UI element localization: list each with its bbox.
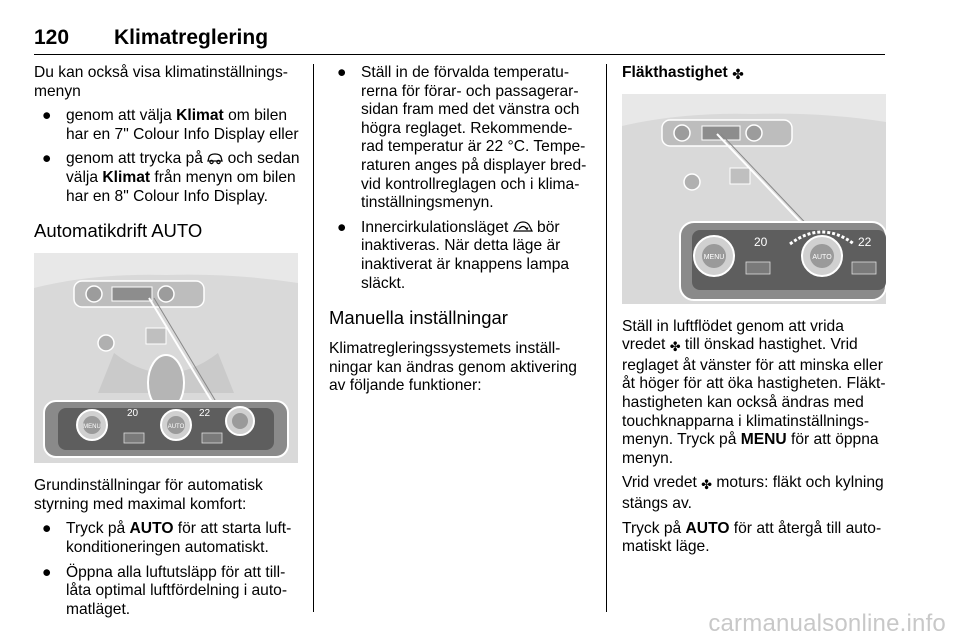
bold-text: Klimat [102, 168, 151, 186]
fan-icon: ✤ [669, 339, 681, 355]
menu-label: MENU [83, 424, 101, 431]
bullet-icon: ● [337, 64, 347, 81]
column-2 [329, 64, 593, 402]
body-text: Grundinställningar för automatisk styrning med maximal komfort: [34, 477, 263, 513]
bullet-icon: ● [42, 150, 52, 168]
section-heading: Manuella inställningar [329, 307, 508, 329]
list-item [329, 219, 593, 293]
text: Innercirkulationsläget [361, 218, 513, 236]
text: för att starta luft-konditioneringen automatiskt. [66, 520, 292, 556]
text: Vrid vredet [622, 474, 702, 492]
text: Öppna alla luftutsläpp för att till-låta optimal luftfördelning i auto-matläget. [66, 563, 288, 618]
menu-label: MENU [703, 253, 725, 261]
list-item [34, 520, 300, 557]
bold-text: AUTO [685, 519, 730, 537]
auto-label: AUTO [812, 253, 832, 261]
body-text: Klimatregleringssystemets inställ-ningar kan ändras genom aktivering av följande funktioner: [329, 340, 577, 395]
bullet-icon: ● [42, 563, 52, 581]
text: genom att trycka på [66, 150, 208, 168]
text: Tryck på [622, 519, 686, 537]
recirculation-icon [513, 220, 533, 234]
column-divider [313, 64, 314, 612]
text: genom att välja [66, 107, 177, 125]
page-number: 120 [34, 26, 70, 49]
temp-left: 20 [127, 408, 139, 420]
section-heading: Automatikdrift AUTO [34, 220, 203, 242]
watermark: carmanualsonline.info [708, 610, 946, 637]
fan-icon: ✤ [701, 477, 713, 493]
list-item [34, 564, 300, 620]
text: för att öppna menyn. [622, 431, 879, 467]
fan-icon: ✤ [732, 66, 744, 82]
column-3 [622, 64, 888, 563]
intro-text: Du kan också visa klimatinställnings-menyn [34, 64, 288, 100]
list-item [329, 64, 593, 213]
fan-control-figure [622, 94, 886, 304]
text: bör inaktiveras. När detta läge är inaktiverat är knappens lampa släckt. [361, 218, 570, 292]
text: och sedan välja [66, 150, 300, 186]
bold-text: AUTO [129, 520, 174, 538]
text: för att återgå till auto-matiskt läge. [622, 519, 882, 556]
temp-right: 22 [858, 234, 872, 249]
text: moturs: fläkt och kylning stängs av. [622, 474, 884, 512]
list-item [34, 150, 300, 206]
column-1 [34, 64, 300, 625]
auto-label: AUTO [167, 424, 185, 431]
bullet-icon: ● [42, 520, 52, 538]
page-header [34, 26, 885, 55]
text: från menyn om bilen har en 8" Colour Info Display. [66, 168, 296, 205]
text: om bilen har en 7" Colour Info Display eller [66, 107, 299, 143]
text: Tryck på [66, 520, 130, 538]
dashboard-figure [34, 253, 298, 463]
chapter-title: Klimatreglering [114, 26, 269, 49]
column-divider [606, 64, 607, 612]
bold-text: MENU [740, 431, 787, 449]
temp-right: 22 [199, 408, 211, 420]
bold-text: Klimat [176, 107, 224, 125]
bullet-icon: ● [42, 107, 52, 125]
text: Ställ in luftflödet genom att vrida vredet [622, 317, 844, 354]
car-climate-icon [207, 151, 223, 165]
temp-left: 20 [754, 234, 768, 249]
bullet-icon: ● [337, 218, 347, 236]
text: Ställ in de förvalda temperatu-rerna för förar- och passagerar-sidan fram med det vänstra och högra reglaget. Rekommende-rad temperatur är 22 °C. Tempe-raturen anges på displayer bred-vid kontrollreglagen och i klima-tinställningsmenyn. [361, 64, 587, 212]
list-item [34, 107, 300, 144]
text: till önskad hastighet. Vrid reglaget åt vänster för att minska eller åt höger för att öka hastigheten. Fläkt-hastigheten kan också ändras med touchknapparna i klimatinställnings-menyn. Tryck på [622, 336, 886, 449]
fan-speed-heading: Fläkthastighet [622, 64, 728, 81]
